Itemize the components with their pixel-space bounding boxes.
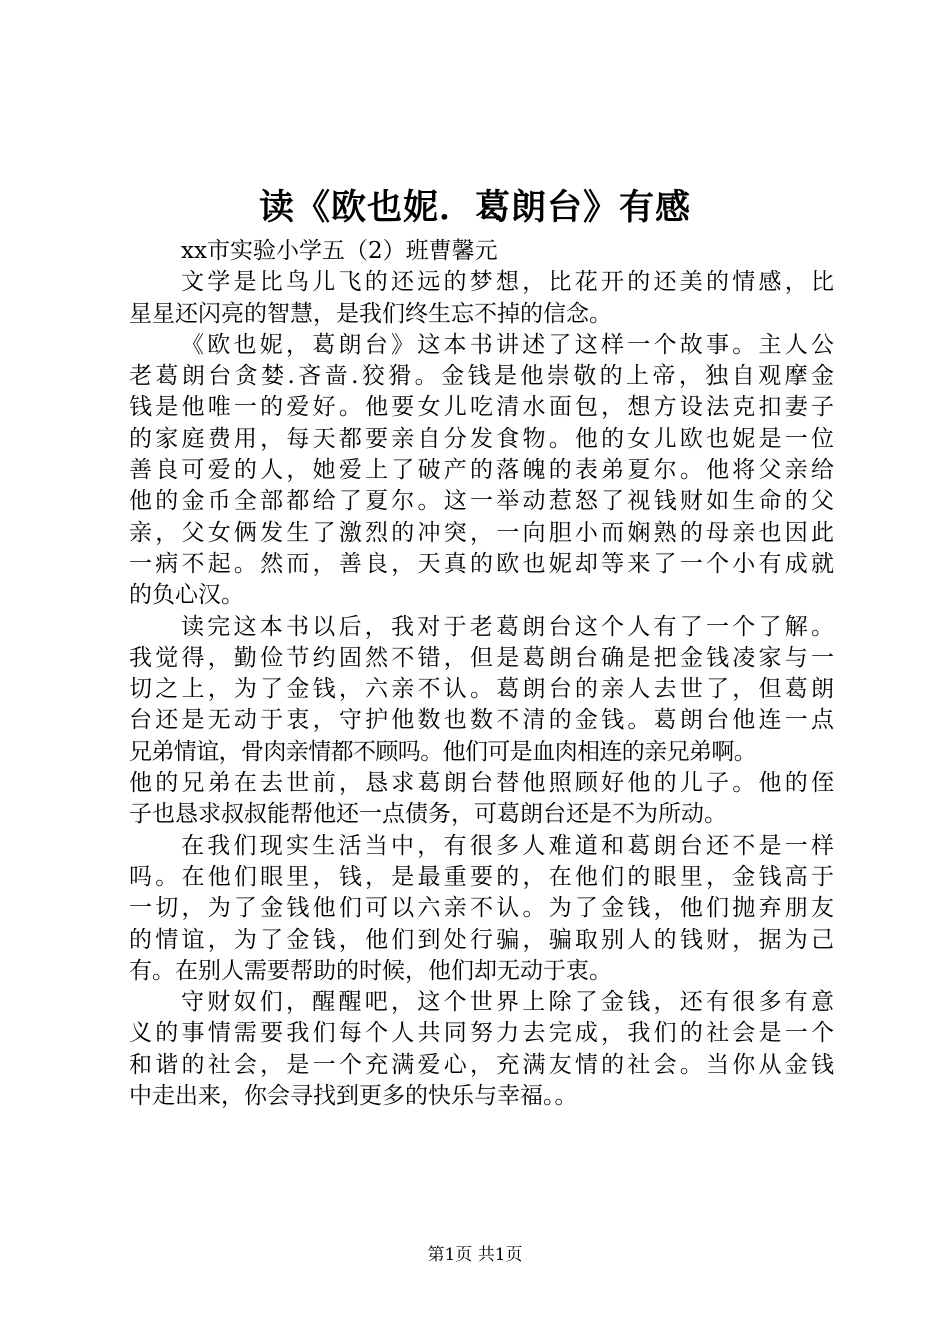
- text-line: 老葛朗台贪婪.吝啬.狡猾。金钱是他崇敬的上帝，独自观摩金: [129, 363, 834, 390]
- text-line: 和谐的社会，是一个充满爱心，充满友情的社会。当你从金钱: [129, 1051, 834, 1078]
- paragraph-2: [129, 330, 834, 612]
- text-line: 我觉得，勤俭节约固然不错，但是葛朗台确是把金钱凌家与一: [129, 644, 834, 671]
- text-line: 台还是无动于衷，守护他数也数不清的金钱。葛朗台他连一点: [129, 707, 834, 734]
- text-line: 文学是比鸟儿飞的还远的梦想，比花开的还美的情感，比: [181, 269, 834, 296]
- text-line: 子也恳求叔叔能帮他还一点债务，可葛朗台还是不为所动。: [129, 801, 727, 828]
- text-line: 读完这本书以后，我对于老葛朗台这个人有了一个了解。: [181, 613, 834, 640]
- paragraph-4: [129, 831, 834, 987]
- text-line: 亲，父女俩发生了激烈的冲突，一向胆小而娴熟的母亲也因此: [129, 519, 834, 546]
- text-line: 《欧也妮，葛朗台》这本书讲述了这样一个故事。主人公: [181, 331, 834, 358]
- text-line: 钱是他唯一的爱好。他要女儿吃清水面包，想方设法克扣妻子: [129, 394, 834, 421]
- text-line: 义的事情需要我们每个人共同努力去完成，我们的社会是一个: [129, 1020, 834, 1047]
- text-line: 的情谊，为了金钱，他们到处行骗，骗取别人的钱财，据为己: [129, 926, 834, 953]
- text-line: 星星还闪亮的智慧，是我们终生忘不掉的信念。: [129, 300, 612, 327]
- text-line: 的负心汉。: [129, 582, 244, 609]
- author-line: xx市实验小学五（2）班曹馨元: [181, 238, 498, 264]
- text-line: 他的兄弟在去世前，恳求葛朗台替他照顾好他的儿子。他的侄: [129, 770, 834, 797]
- text-line: 的家庭费用，每天都要亲自分发食物。他的女儿欧也妮是一位: [129, 425, 834, 452]
- document-body: [129, 236, 834, 1112]
- text-line: 一病不起。然而，善良，天真的欧也妮却等来了一个小有成就: [129, 550, 834, 577]
- paragraph-5: [129, 987, 834, 1112]
- document-title: 读《欧也妮．葛朗台》有感: [258, 187, 691, 228]
- text-line: 兄弟情谊，骨肉亲情都不顾吗。他们可是血肉相连的亲兄弟啊。: [129, 738, 757, 765]
- text-line: 在我们现实生活当中，有很多人难道和葛朗台还不是一样: [181, 832, 834, 859]
- page-number-footer: 第1页 共1页: [427, 1245, 523, 1265]
- text-line: 善良可爱的人，她爱上了破产的落魄的表弟夏尔。他将父亲给: [129, 457, 834, 484]
- paragraph-3: [129, 612, 834, 831]
- text-line: 中走出来，你会寻找到更多的快乐与幸福。。: [129, 1083, 578, 1110]
- text-line: 一切，为了金钱他们可以六亲不认。为了金钱，他们抛弃朋友: [129, 895, 834, 922]
- text-line: 他的金币全部都给了夏尔。这一举动惹怒了视钱财如生命的父: [129, 488, 834, 515]
- text-line: 有。在别人需要帮助的时候，他们却无动于衷。: [129, 957, 612, 984]
- text-line: 守财奴们，醒醒吧，这个世界上除了金钱，还有很多有意: [181, 989, 834, 1016]
- text-line: 切之上，为了金钱，六亲不认。葛朗台的亲人去世了，但葛朗: [129, 676, 834, 703]
- text-line: 吗。在他们眼里，钱，是最重要的，在他们的眼里，金钱高于: [129, 863, 834, 890]
- paragraph-1: [129, 267, 834, 330]
